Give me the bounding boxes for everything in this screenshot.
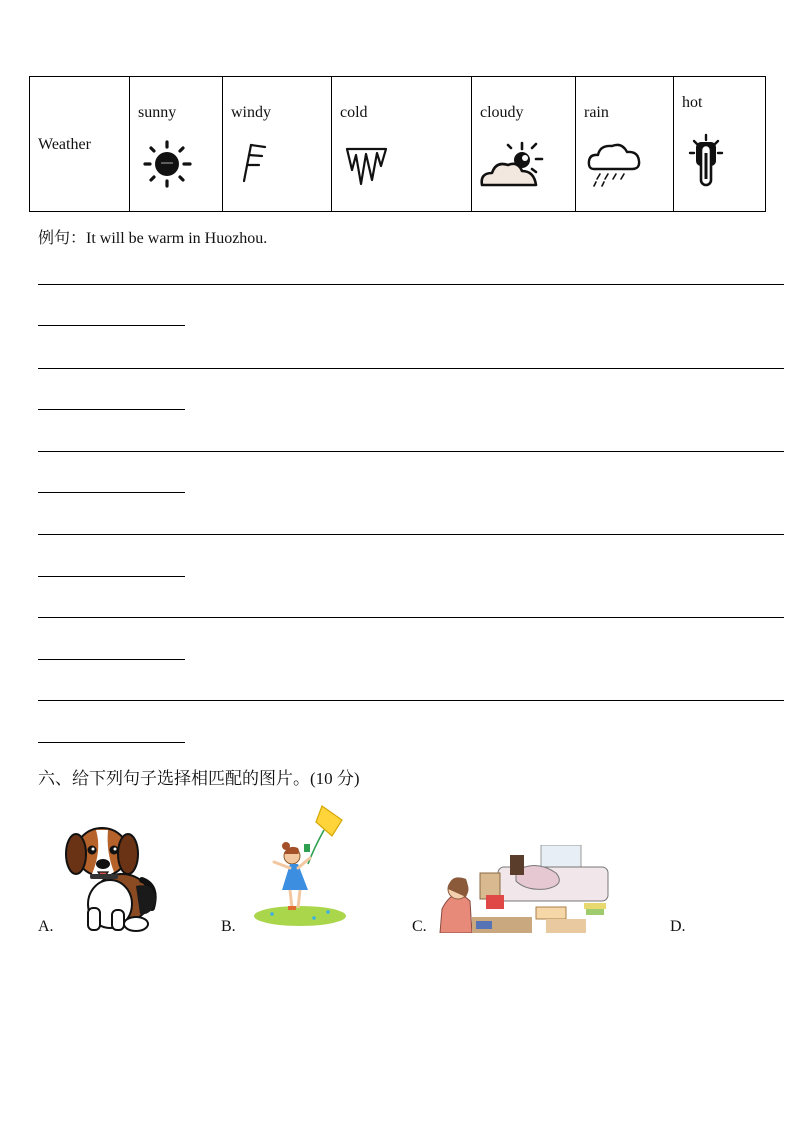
option-c-label: C. (412, 918, 427, 935)
answer-line-6[interactable] (38, 700, 784, 701)
windy-flag-icon (237, 141, 277, 185)
weather-table (29, 76, 766, 212)
dog-picture (62, 816, 162, 934)
weather-label-windy: windy (231, 104, 271, 121)
answer-line-1-continued[interactable] (38, 325, 185, 326)
option-a-label: A. (38, 918, 54, 935)
answer-line-4[interactable] (38, 534, 784, 535)
weather-label-cold: cold (340, 104, 368, 121)
weather-cell-cloudy (472, 77, 576, 212)
answer-line-3[interactable] (38, 451, 784, 452)
example-sentence: 例句：It will be warm in Huozhou. (38, 230, 268, 247)
section-six-title: 六、给下列句子选择相匹配的图片。(10 分) (38, 769, 360, 788)
answer-line-4-continued[interactable] (38, 576, 185, 577)
weather-cell-hot (674, 77, 766, 212)
answer-line-5[interactable] (38, 617, 784, 618)
weather-row-header (30, 77, 130, 212)
option-d-label: D. (670, 918, 686, 935)
answer-line-5-continued[interactable] (38, 659, 185, 660)
girl-flying-kite-picture (252, 802, 352, 930)
weather-cell-windy (223, 77, 332, 212)
weather-cell-rain (576, 77, 674, 212)
sun-icon (142, 139, 194, 189)
answer-line-2[interactable] (38, 368, 784, 369)
messy-room-picture (436, 845, 611, 933)
weather-label-sunny: sunny (138, 104, 177, 121)
thermometer-hot-icon (688, 133, 724, 191)
weather-label: Weather (38, 136, 91, 153)
weather-label-hot: hot (682, 94, 703, 111)
weather-cell-sunny (130, 77, 223, 212)
weather-label-cloudy: cloudy (480, 104, 524, 121)
weather-label-rain: rain (584, 104, 609, 121)
cloud-sun-icon (478, 139, 546, 191)
answer-line-1[interactable] (38, 284, 784, 285)
rain-cloud-icon (586, 139, 644, 189)
option-b-label: B. (221, 918, 236, 935)
answer-line-3-continued[interactable] (38, 492, 185, 493)
icicle-icon (344, 144, 390, 188)
answer-line-6-continued[interactable] (38, 742, 185, 743)
weather-cell-cold (332, 77, 472, 212)
answer-line-2-continued[interactable] (38, 409, 185, 410)
